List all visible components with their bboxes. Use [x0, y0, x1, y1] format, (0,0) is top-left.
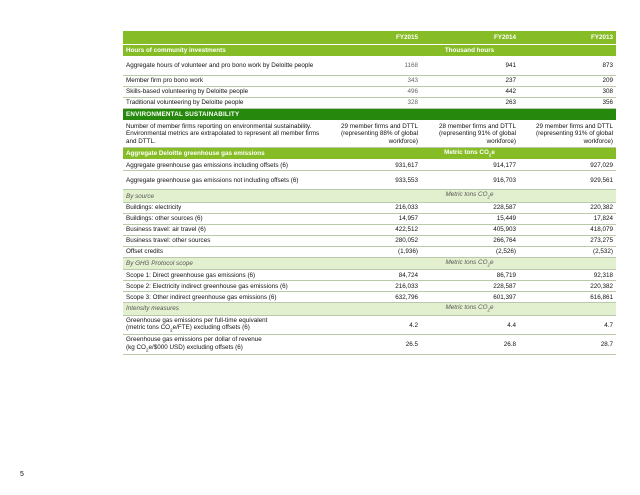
section-title: Aggregate Deloitte greenhouse gas emissions — [123, 148, 323, 160]
value-fy2013: 873 — [519, 57, 616, 76]
table-row — [123, 281, 616, 292]
value-fy2013: 4.7 — [519, 315, 616, 335]
value-fy2015: 26.5 — [323, 335, 421, 355]
table-row — [123, 213, 616, 224]
label-subscript: 2 — [145, 346, 149, 352]
unit-text: Metric tons CO — [444, 149, 489, 156]
label-line2-end: e/$000 USD) excluding offsets (6) — [148, 343, 243, 351]
table-row — [123, 87, 616, 98]
table-row — [123, 292, 616, 303]
value-fy2015: 1168 — [323, 57, 421, 76]
section-community — [123, 45, 616, 57]
header-fy2015: FY2015 — [323, 31, 421, 45]
value-fy2015: 343 — [323, 76, 421, 87]
label-line2: (kg CO — [126, 343, 146, 351]
row-label — [123, 335, 323, 355]
header-blank — [123, 31, 323, 45]
value-fy2013: 308 — [519, 87, 616, 98]
value-fy2014: 601,397 — [421, 292, 519, 303]
unit-suffix: e — [490, 258, 494, 266]
row-label: Buildings: electricity — [123, 202, 323, 213]
value-fy2014: 266,764 — [421, 235, 519, 246]
header-fy2013: FY2013 — [519, 31, 616, 45]
section-unit: Thousand hours — [323, 45, 616, 57]
value-fy2015: 933,553 — [323, 171, 421, 190]
table-row — [123, 335, 616, 355]
table-row — [123, 202, 616, 213]
value-fy2015: 4.2 — [323, 315, 421, 335]
value-fy2014: 237 — [421, 76, 519, 87]
table-row — [123, 98, 616, 109]
subsection-unit — [323, 190, 616, 202]
row-label: Buildings: other sources (6) — [123, 213, 323, 224]
unit-suffix: e — [491, 149, 495, 156]
table-row — [123, 270, 616, 281]
unit-suffix: e — [490, 304, 494, 312]
unit-subscript: 2 — [488, 152, 492, 158]
value-fy2013: 28.7 — [519, 335, 616, 355]
unit-subscript: 2 — [487, 307, 490, 313]
value-fy2013: 17,824 — [519, 213, 616, 224]
value-fy2013: 616,861 — [519, 292, 616, 303]
row-label: Offset credits — [123, 246, 323, 257]
value-fy2014: 228,587 — [421, 281, 519, 292]
row-label: Scope 2: Electricity indirect greenhouse gas emissions (6) — [123, 281, 323, 292]
value-fy2015: 328 — [323, 98, 421, 109]
value-fy2015: 216,033 — [323, 281, 421, 292]
value-fy2013: 92,318 — [519, 270, 616, 281]
value-fy2014: 941 — [421, 57, 519, 76]
value-fy2015: 84,724 — [323, 270, 421, 281]
unit-subscript: 2 — [487, 262, 490, 268]
value-fy2015: 280,052 — [323, 235, 421, 246]
value-fy2015: 496 — [323, 87, 421, 98]
section-title: ENVIRONMENTAL SUSTAINABILITY — [123, 109, 616, 121]
subsection-unit — [323, 257, 616, 269]
value-fy2014: 28 member firms and DTTL (representing 91% of global workforce) — [421, 121, 519, 148]
row-label: Aggregate hours of volunteer and pro bono work by Deloitte people — [123, 57, 323, 76]
row-label: Member firm pro bono work — [123, 76, 323, 87]
value-fy2015: 632,796 — [323, 292, 421, 303]
value-fy2013: (2,532) — [519, 246, 616, 257]
value-fy2013: 927,029 — [519, 160, 616, 171]
subsection-intensity — [123, 303, 616, 315]
unit-text: Metric tons CO — [445, 304, 488, 312]
table-row — [123, 171, 616, 190]
unit-text: Metric tons CO — [445, 258, 488, 266]
row-label: Aggregate greenhouse gas emissions not including offsets (6) — [123, 171, 323, 190]
value-fy2014: 442 — [421, 87, 519, 98]
value-fy2014: 263 — [421, 98, 519, 109]
value-fy2014: 228,587 — [421, 202, 519, 213]
subsection-title: Intensity measures — [123, 303, 323, 315]
value-fy2013: 209 — [519, 76, 616, 87]
label-line2: (metric tons CO — [126, 324, 171, 332]
row-label: Skills-based volunteering by Deloitte people — [123, 87, 323, 98]
section-title: Hours of community investments — [123, 45, 323, 57]
table-row — [123, 121, 616, 148]
row-label: Business travel: other sources — [123, 235, 323, 246]
value-fy2014: (2,526) — [421, 246, 519, 257]
page-number: 5 — [20, 471, 24, 478]
subsection-by-scope — [123, 257, 616, 269]
row-label: Traditional volunteering by Deloitte people — [123, 98, 323, 109]
unit-suffix: e — [490, 191, 494, 199]
value-fy2014: 26.8 — [421, 335, 519, 355]
value-fy2015: 29 member firms and DTTL (representing 88% of global workforce) — [323, 121, 421, 148]
value-fy2014: 15,449 — [421, 213, 519, 224]
value-fy2015: 931,617 — [323, 160, 421, 171]
value-fy2013: 356 — [519, 98, 616, 109]
value-fy2013: 220,382 — [519, 281, 616, 292]
value-fy2014: 405,903 — [421, 224, 519, 235]
unit-text: Metric tons CO — [445, 191, 488, 199]
value-fy2014: 4.4 — [421, 315, 519, 335]
value-fy2015: 216,033 — [323, 202, 421, 213]
table-row — [123, 246, 616, 257]
value-fy2013: 418,079 — [519, 224, 616, 235]
row-label: Business travel: air travel (6) — [123, 224, 323, 235]
table-header — [123, 31, 616, 45]
value-fy2013: 929,561 — [519, 171, 616, 190]
label-subscript: 2 — [170, 327, 173, 333]
section-environmental — [123, 109, 616, 121]
table-row — [123, 315, 616, 335]
value-fy2015: (1,936) — [323, 246, 421, 257]
table-row — [123, 57, 616, 76]
value-fy2014: 914,177 — [421, 160, 519, 171]
row-label: Aggregate greenhouse gas emissions including offsets (6) — [123, 160, 323, 171]
subsection-title: By source — [123, 190, 323, 202]
row-label — [123, 315, 323, 335]
row-label: Scope 3: Other indirect greenhouse gas emissions (6) — [123, 292, 323, 303]
value-fy2013: 29 member firms and DTTL (representing 91% of global workforce) — [519, 121, 616, 148]
value-fy2015: 422,512 — [323, 224, 421, 235]
table-row — [123, 76, 616, 87]
value-fy2014: 916,703 — [421, 171, 519, 190]
row-label: Number of member firms reporting on environmental sustainability. Environmental metrics are extrapolated to represent all member firms and DTTL. — [123, 121, 323, 148]
value-fy2015: 14,957 — [323, 213, 421, 224]
table-row — [123, 160, 616, 171]
section-ghg — [123, 148, 616, 160]
value-fy2014: 86,719 — [421, 270, 519, 281]
header-fy2014: FY2014 — [421, 31, 519, 45]
subsection-title: By GHG Protocol scope — [123, 257, 323, 269]
subsection-unit — [323, 303, 616, 315]
value-fy2013: 273,275 — [519, 235, 616, 246]
unit-subscript: 2 — [487, 194, 490, 200]
sustainability-table — [123, 31, 616, 355]
label-line1: Greenhouse gas emissions per full-time equivalent — [126, 316, 268, 324]
table-row — [123, 235, 616, 246]
label-line2-end: e/FTE) excluding offsets (6) — [172, 324, 250, 332]
row-label: Scope 1: Direct greenhouse gas emissions (6) — [123, 270, 323, 281]
subsection-by-source — [123, 190, 616, 202]
value-fy2013: 220,382 — [519, 202, 616, 213]
section-unit — [323, 148, 616, 160]
table-row — [123, 224, 616, 235]
label-line1: Greenhouse gas emissions per dollar of revenue — [126, 336, 262, 344]
